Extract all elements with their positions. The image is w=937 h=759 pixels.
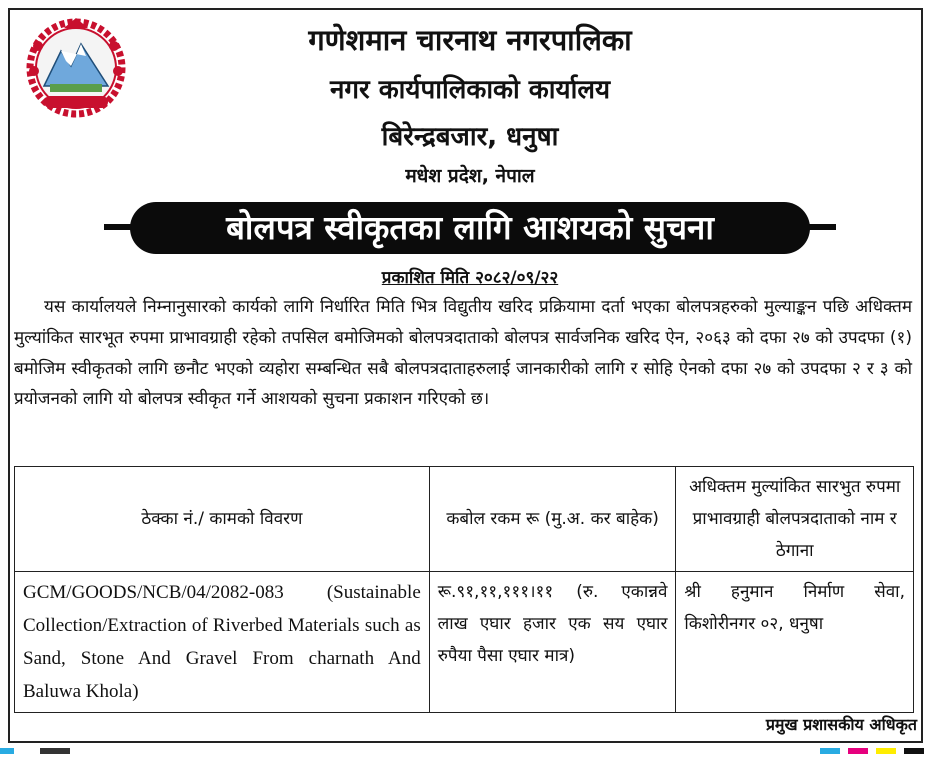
color-bar-black-right (904, 748, 924, 754)
publish-date: प्रकाशित मिति २०८२/०९/२२ (381, 268, 559, 288)
table-row (15, 572, 914, 713)
province-name: मधेश प्रदेश, नेपाल (405, 165, 535, 187)
bid-amount-cell: रू.९१,११,१११।११ (रु. एकान्नवे लाख एघार हजार एक सय एघार रुपैया पैसा एघार मात्र) (429, 572, 676, 713)
municipality-name: गणेशमान चारनाथ नगरपालिका (308, 23, 632, 57)
notice-title: बोलपत्र स्वीकृतका लागि आशयको सुचना (226, 208, 714, 247)
office-location: बिरेन्द्रबजार, धनुषा (381, 122, 559, 152)
table-header-row (15, 467, 914, 572)
color-bar-cyan-right (820, 748, 840, 754)
color-bar-black-left (40, 748, 70, 754)
bidder-name-cell: श्री हनुमान निर्माण सेवा, किशोरीनगर ०२, धनुषा (676, 572, 914, 713)
notice-title-banner (130, 202, 810, 254)
color-bar-yellow (876, 748, 896, 754)
column-header-contract: ठेक्का नं./ कामको विवरण (15, 467, 430, 572)
column-header-bidder: अधिक्तम मुल्यांकित सारभुत रुपमा प्राभावग्राही बोलपत्रदाताको नाम र ठेगाना (676, 467, 914, 572)
color-bar-cyan-left (0, 748, 14, 754)
signature-title: प्रमुख प्रशासकीय अधिकृत (765, 715, 917, 734)
contract-description-cell: GCM/GOODS/NCB/04/2082-083 (Sustainable Collection/Extraction of Riverbed Materials such as Sand, Stone And Gravel From charnath And Baluwa Khola) (15, 572, 430, 713)
nepal-government-emblem-icon (16, 16, 136, 121)
notice-body: यस कार्यालयले निम्नानुसारको कार्यको लागि निर्धारित मिति भित्र विद्युतीय खरिद प्रक्रियामा दर्ता भएका बोलपत्रहरुको मुल्याङ्कन पछि अधिक्तम मुल्यांकित सारभूत रुपमा प्राभावग्राही रहेको तपसिल बमोजिमको बोलपत्रदाताको बोलपत्र सार्वजनिक खरिद ऐन, २०६३ को दफा २७ को उपदफा (१) बमोजिम स्वीकृतको लागि छनौट भएको व्यहोरा सम्बन्धित सबै बोलपत्रदाताहरुलाई जानकारीको लागि र सोहि ऐनको दफा २७ को उपदफा २ र ३ को प्रयोजनको लागि यो बोलपत्र स्वीकृत गर्ने आशयको सुचना प्रकाशन गरिएको छ। (14, 297, 912, 410)
color-bar-magenta (848, 748, 868, 754)
contract-table (14, 466, 914, 713)
column-header-amount: कबोल रकम रू (मु.अ. कर बाहेक) (429, 467, 676, 572)
office-name: नगर कार्यपालिकाको कार्यालय (329, 75, 611, 105)
